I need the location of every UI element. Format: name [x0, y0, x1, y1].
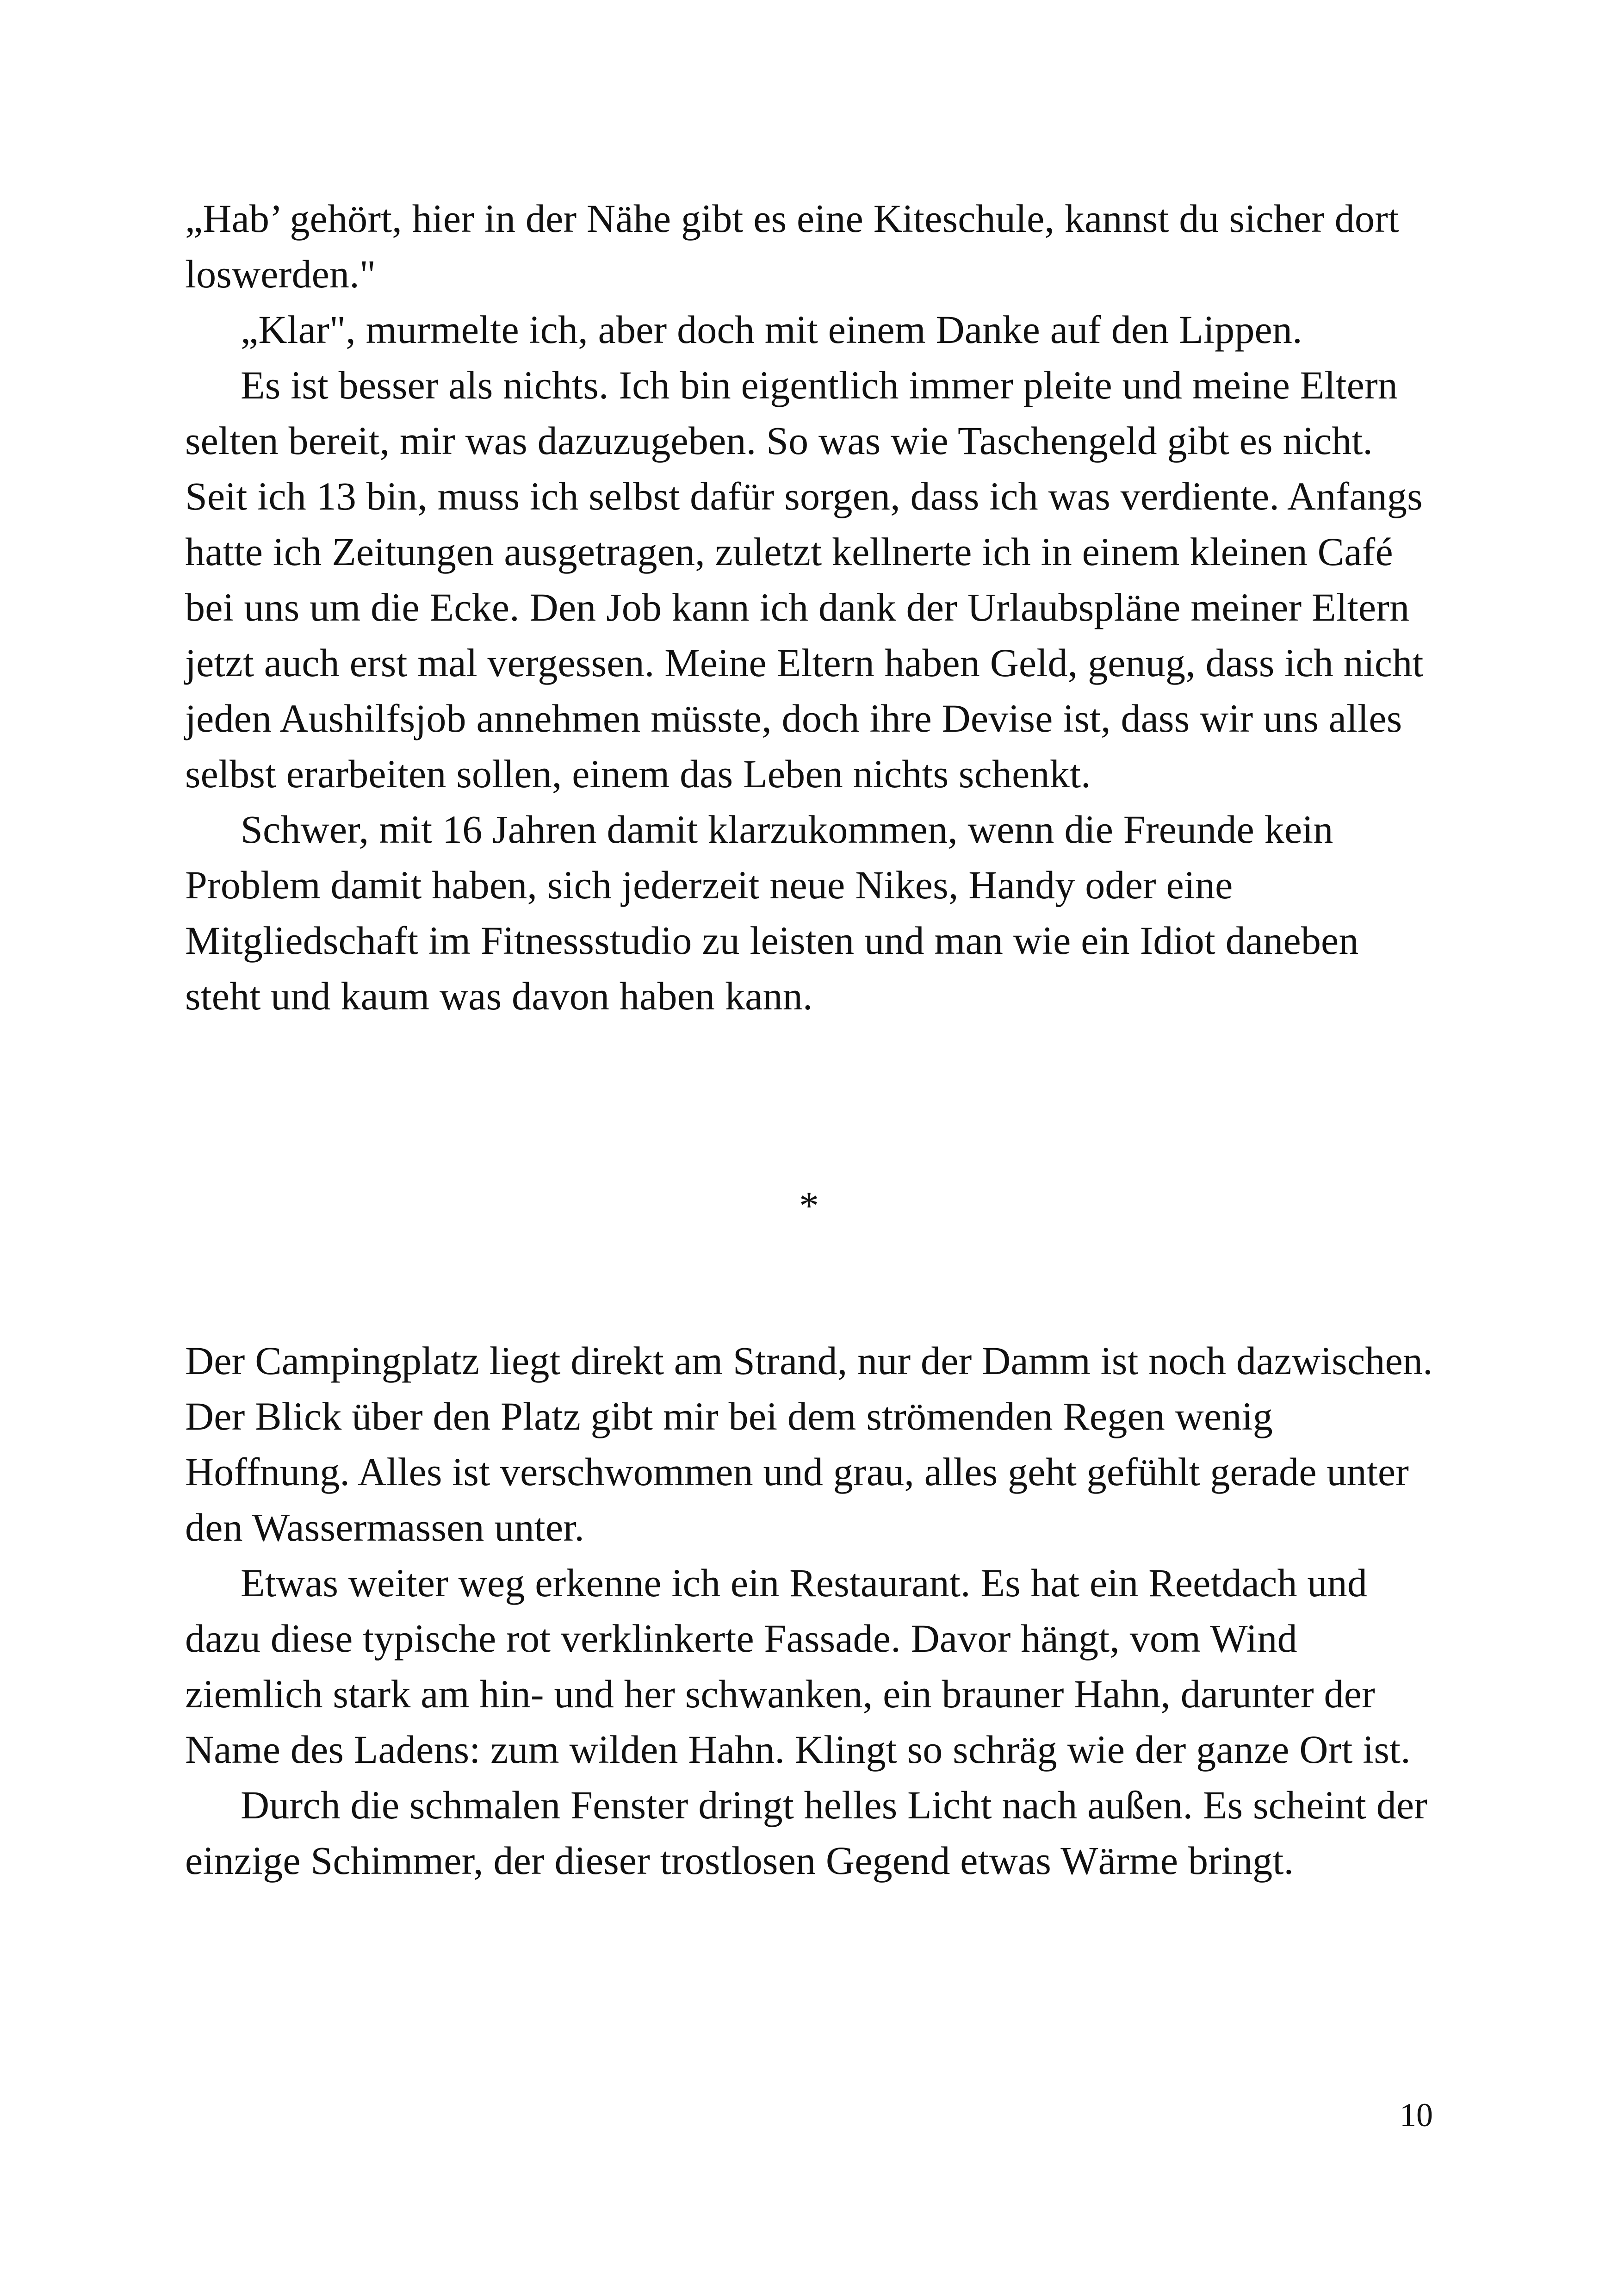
- paragraph: Der Campingplatz liegt direkt am Strand, nur der Damm ist noch dazwischen. Der Blick über den Platz gibt mir bei dem strömenden Regen wenig Hoffnung. Alles ist verschwommen und grau, alles geht gefühlt gerade unter den Wassermassen unter.: [185, 1338, 1433, 1549]
- paragraph: Schwer, mit 16 Jahren damit klarzukommen, wenn die Freunde kein Problem damit haben, sich jederzeit neue Nikes, Handy oder eine Mitgliedschaft im Fitnessstudio zu leisten und man wie ein Idiot daneben steht und kaum was davon haben kann.: [185, 807, 1359, 1018]
- scene-break-separator: *: [799, 1183, 819, 1228]
- page-number: 10: [1400, 2097, 1433, 2134]
- paragraph: Es ist besser als nichts. Ich bin eigentlich immer pleite und meine Eltern selten bereit, mir was dazuzugeben. So was wie Taschengeld gibt es nicht. Seit ich 13 bin, muss ich selbst dafür sorgen, dass ich was verdiente. Anfangs hatte ich Zeitungen ausgetragen, zuletzt kellnerte ich in einem kleinen Café bei uns um die Ecke. Den Job kann ich dank der Urlaubspläne meiner Eltern jetzt auch erst mal vergessen. Meine Eltern haben Geld, genug, dass ich nicht jeden Aushilfsjob annehmen müsste, doch ihre Devise ist, dass wir uns alles selbst erarbeiten sollen, einem das Leben nichts schenkt.: [185, 363, 1424, 796]
- paragraph: „Klar", murmelte ich, aber doch mit einem Danke auf den Lippen.: [241, 307, 1302, 352]
- section-2-text: [185, 1333, 1444, 1888]
- paragraph: Etwas weiter weg erkenne ich ein Restaurant. Es hat ein Reetdach und dazu diese typische rot verklinkerte Fassade. Davor hängt, vom Wind ziemlich stark am hin- und her schwanken, ein brauner Hahn, darunter der Name des Ladens: zum wilden Hahn. Klingt so schräg wie der ganze Ort ist.: [185, 1561, 1411, 1772]
- section-1-text: [185, 191, 1444, 1024]
- paragraph: Durch die schmalen Fenster dringt helles Licht nach außen. Es scheint der einzige Schimmer, der dieser trostlosen Gegend etwas Wärme bringt.: [185, 1783, 1428, 1883]
- paragraph: „Hab’ gehört, hier in der Nähe gibt es eine Kiteschule, kannst du sicher dort loswerden.": [185, 196, 1399, 296]
